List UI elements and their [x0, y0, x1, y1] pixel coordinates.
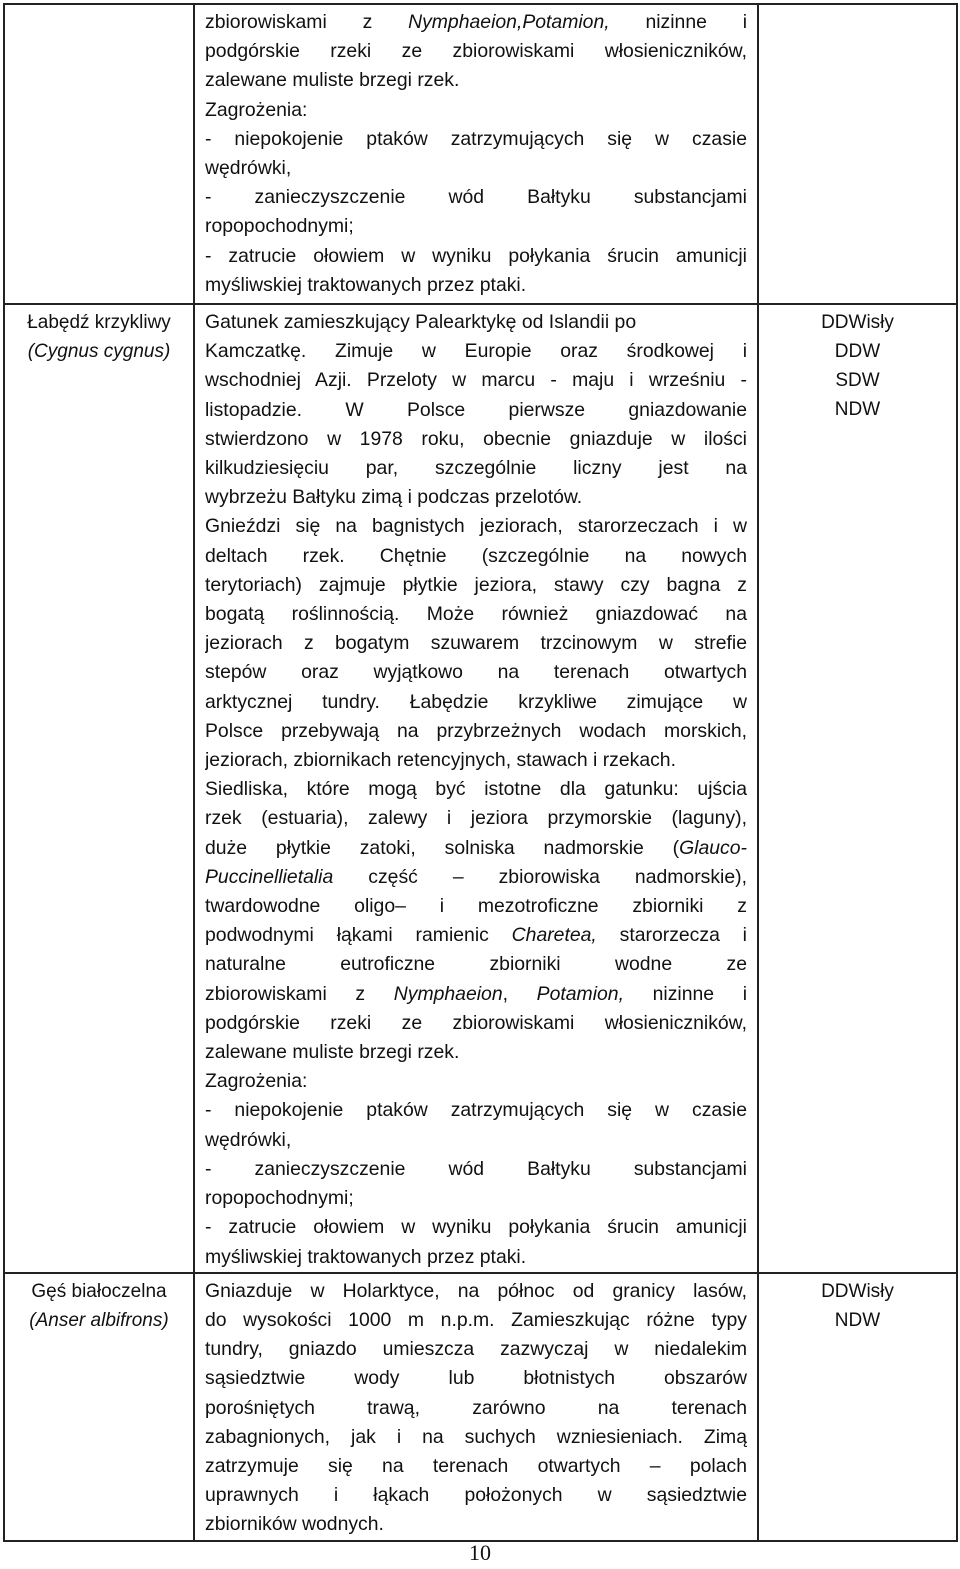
italic-term: Glauco-: [679, 836, 747, 859]
species-latin-name: (Cygnus cygnus): [27, 341, 171, 362]
species-row: [4, 4, 957, 304]
protected-areas-cell: [758, 304, 957, 1273]
description-line: [205, 688, 747, 717]
description-line: [205, 425, 747, 454]
italic-term: Nymphaeion,Potamion,: [408, 11, 610, 33]
text-segment: - zanieczyszczenie wód Bałtyku substancjami: [205, 186, 747, 209]
species-name-cell: [4, 304, 194, 1273]
text-segment: myśliwskiej traktowanych przez ptaki.: [205, 1245, 527, 1268]
italic-term: Charetea,: [511, 924, 597, 947]
protected-area-code: NDW: [834, 1309, 881, 1331]
species-name-cell: [4, 4, 194, 304]
text-segment: wędrówki,: [205, 157, 292, 180]
description-line: [205, 37, 747, 66]
species-table: [3, 3, 958, 1542]
text-segment: podwodnymi łąkami ramienic: [205, 924, 512, 947]
text-segment: ,: [502, 982, 537, 1005]
description-line: [205, 66, 747, 95]
protected-area-code: DDWisły: [821, 312, 894, 333]
description-line: [205, 834, 747, 863]
species-name-cell: [4, 1273, 194, 1541]
text-segment: zatrzymuje się na terenach otwartych – polach: [205, 1454, 747, 1477]
italic-term: Nymphaeion: [393, 982, 503, 1005]
text-segment: arktycznej tundry. Łabędzie krzykliwe zimujące w: [205, 690, 747, 713]
text-segment: Kamczatkę. Zimuje w Europie oraz środkowej i: [205, 340, 747, 363]
description-line: [205, 1038, 747, 1067]
species-row: [4, 1273, 957, 1541]
text-segment: - zanieczyszczenie wód Bałtyku substancjami: [205, 1157, 747, 1180]
protected-area-code: DDWisły: [821, 1280, 894, 1302]
text-segment: wybrzeżu Bałtyku zimą i podczas przelotów.: [205, 486, 583, 509]
protected-areas-cell: [758, 1273, 957, 1541]
text-segment: deltach rzek. Chętnie (szczególnie na nowych: [205, 544, 747, 567]
description-line: [205, 980, 747, 1009]
text-segment: starorzecza i: [596, 924, 747, 947]
description-line: [205, 775, 747, 804]
species-common-name: Gęś białoczelna: [31, 1280, 167, 1302]
species-description-cell: [194, 4, 758, 304]
protected-area-code: DDW: [834, 341, 881, 362]
description-line: [205, 1481, 747, 1510]
text-segment: wschodniej Azji. Przeloty w marcu - maju i wrześniu -: [205, 369, 747, 392]
description-line: [205, 1213, 747, 1242]
text-segment: - zatrucie ołowiem w wyniku połykania śrucin amunicji: [205, 1216, 747, 1239]
text-segment: myśliwskiej traktowanych przez ptaki.: [205, 273, 527, 296]
page-number: 10: [469, 1540, 491, 1565]
text-segment: zbiorników wodnych.: [205, 1513, 384, 1536]
description-line: [205, 1067, 747, 1096]
text-segment: zbiorowiskami z: [205, 11, 409, 33]
species-description-cell: [194, 304, 758, 1273]
description-line: [205, 8, 747, 37]
description-line: [205, 629, 747, 658]
text-segment: Siedliska, które mogą być istotne dla gatunku: ujścia: [205, 778, 747, 801]
text-segment: listopadzie. W Polsce pierwsze gniazdowanie: [205, 398, 747, 421]
description-line: [205, 1510, 747, 1539]
description-line: [205, 950, 747, 979]
species-common-name: Łabędź krzykliwy: [27, 312, 171, 333]
italic-term: Potamion,: [536, 982, 624, 1005]
description-line: [205, 1155, 747, 1184]
text-segment: Gatunek zamieszkujący Palearktykę od Islandii po: [205, 311, 637, 333]
text-segment: kilkudziesięciu par, szczególnie liczny jest na: [205, 457, 747, 480]
description-line: [205, 242, 747, 271]
description-line: [205, 1243, 747, 1272]
description-line: [205, 746, 747, 775]
description-line: [205, 366, 747, 395]
description-line: [205, 483, 747, 512]
text-segment: Gniazduje w Holarktyce, na północ od granicy lasów,: [205, 1279, 747, 1302]
text-segment: - niepokojenie ptaków zatrzymujących się w czasie: [205, 1099, 747, 1122]
description-line: [205, 542, 747, 571]
description-line: [205, 1306, 747, 1335]
text-segment: ropopochodnymi;: [205, 215, 354, 238]
text-segment: nizinne i: [609, 11, 747, 33]
text-segment: duże płytkie zatoki, solniska nadmorskie (: [205, 836, 680, 859]
text-segment: część – zbiorowiska nadmorskie),: [333, 865, 747, 888]
text-segment: Gnieździ się na bagnistych jeziorach, starorzeczach i w: [205, 515, 747, 538]
description-line: [205, 454, 747, 483]
text-segment: nizinne i: [623, 982, 747, 1005]
description-line: [205, 1394, 747, 1423]
text-segment: podgórskie rzeki ze zbiorowiskami włosieniczników,: [205, 1011, 747, 1034]
description-line: [205, 1335, 747, 1364]
description-line: [205, 1452, 747, 1481]
protected-area-code: SDW: [835, 370, 880, 391]
description-line: [205, 212, 747, 241]
description-line: [205, 600, 747, 629]
text-segment: jeziorach, zbiornikach retencyjnych, stawach i rzekach.: [205, 749, 676, 772]
text-segment: - zatrucie ołowiem w wyniku połykania śrucin amunicji: [205, 244, 747, 267]
description-line: [205, 308, 747, 337]
text-segment: porośniętych trawą, zarówno na terenach: [205, 1396, 747, 1419]
text-segment: Zagrożenia:: [205, 98, 308, 121]
description-line: [205, 125, 747, 154]
description-line: [205, 921, 747, 950]
text-segment: wędrówki,: [205, 1128, 292, 1151]
description-line: [205, 1364, 747, 1393]
text-segment: naturalne eutroficzne zbiorniki wodne ze: [205, 953, 747, 976]
description-line: [205, 1096, 747, 1125]
text-segment: sąsiedztwie wody lub błotnistych obszarów: [205, 1367, 747, 1390]
text-segment: stwierdzono w 1978 roku, obecnie gniazduje w ilości: [205, 427, 747, 450]
description-line: [205, 396, 747, 425]
description-line: [205, 1277, 747, 1306]
text-segment: rzek (estuaria), zalewy i jeziora przymorskie (laguny),: [205, 807, 747, 830]
description-line: [205, 1009, 747, 1038]
protected-areas-cell: [758, 4, 957, 304]
text-segment: Polsce przebywają na przybrzeżnych wodach morskich,: [205, 719, 747, 742]
text-segment: terytoriach) zajmuje płytkie jeziora, stawy czy bagna z: [205, 573, 747, 596]
description-line: [205, 717, 747, 746]
text-segment: zalewane muliste brzegi rzek.: [205, 1041, 460, 1064]
text-segment: twardowodne oligo– i mezotroficzne zbiorniki z: [205, 895, 747, 918]
text-segment: zabagnionych, jak i na suchych wzniesieniach. Zimą: [205, 1425, 747, 1448]
description-line: [205, 658, 747, 687]
species-row: [4, 304, 957, 1273]
text-segment: do wysokości 1000 m n.p.m. Zamieszkując różne typy: [205, 1308, 747, 1331]
text-segment: Zagrożenia:: [205, 1070, 308, 1093]
description-line: [205, 804, 747, 833]
text-segment: ropopochodnymi;: [205, 1187, 354, 1210]
description-line: [205, 571, 747, 600]
description-line: [205, 183, 747, 212]
protected-area-code: NDW: [834, 399, 881, 420]
text-segment: podgórskie rzeki ze zbiorowiskami włosieniczników,: [205, 40, 747, 63]
text-segment: - niepokojenie ptaków zatrzymujących się w czasie: [205, 127, 747, 150]
description-line: [205, 1126, 747, 1155]
description-line: [205, 271, 747, 300]
text-segment: zalewane muliste brzegi rzek.: [205, 69, 460, 92]
species-description-cell: [194, 1273, 758, 1541]
italic-term: Puccinellietalia: [205, 865, 334, 888]
description-line: [205, 1423, 747, 1452]
species-latin-name: (Anser albifrons): [29, 1309, 169, 1331]
text-segment: tundry, gniazdo umieszcza zazwyczaj w niedalekim: [205, 1338, 747, 1361]
description-line: [205, 337, 747, 366]
description-line: [205, 512, 747, 541]
text-segment: zbiorowiskami z: [205, 982, 394, 1005]
text-segment: stepów oraz wyjątkowo na terenach otwartych: [205, 661, 747, 684]
description-line: [205, 1184, 747, 1213]
description-line: [205, 863, 747, 892]
text-segment: bogatą roślinnością. Może również gniazdować na: [205, 603, 747, 626]
description-line: [205, 892, 747, 921]
description-line: [205, 96, 747, 125]
text-segment: jeziorach z bogatym szuwarem trzcinowym w strefie: [205, 632, 747, 655]
description-line: [205, 154, 747, 183]
text-segment: uprawnych i łąkach położonych w sąsiedztwie: [205, 1484, 747, 1507]
